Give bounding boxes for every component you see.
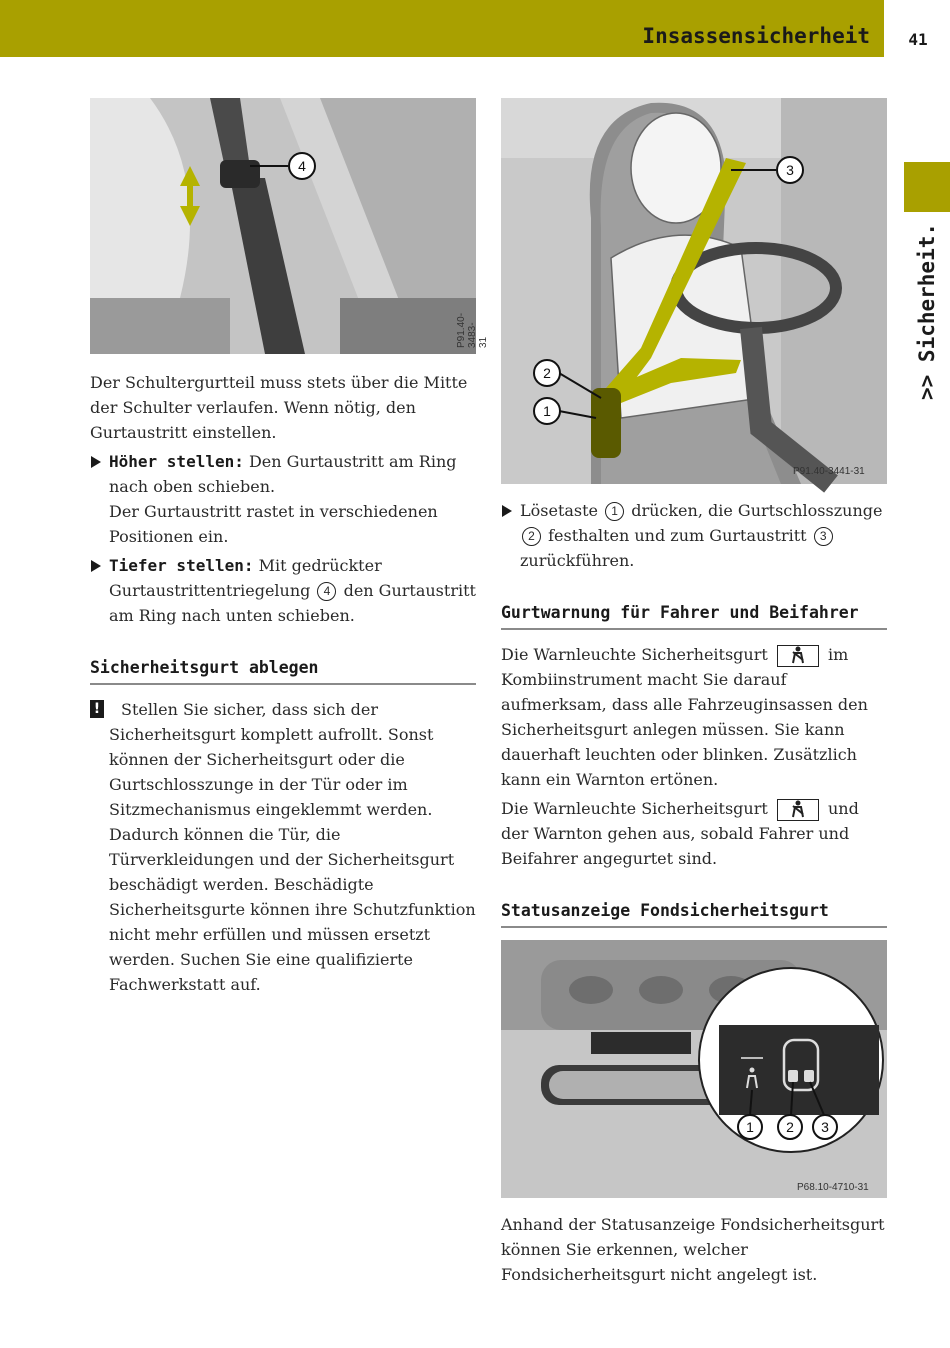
callout-2: 2: [786, 1119, 794, 1135]
callout-2: 2: [543, 365, 551, 381]
warning-icon: !: [90, 700, 104, 718]
callout-1: 1: [543, 403, 551, 419]
step-lower-label: Tiefer stellen:: [109, 556, 254, 575]
section-heading-unbuckle: Sicherheitsgurt ablegen: [90, 658, 476, 685]
bullet-triangle-icon: [91, 456, 101, 468]
seat-belt-illustration: [501, 98, 887, 484]
left-column: [90, 98, 489, 997]
callout-3: 3: [786, 162, 794, 178]
callout-4: 4: [298, 158, 306, 174]
section-tab: [904, 162, 950, 212]
step-raise-note: Der Gurtaustritt rastet in verschiedenen Positionen ein.: [109, 502, 438, 546]
seatbelt-warning-icon: [777, 799, 819, 821]
figure-code: P68.10-4710-31: [797, 1182, 869, 1193]
section-tab-label: >> Sicherheit.: [915, 222, 939, 400]
figure-code: P91.40-3483-31: [456, 312, 489, 348]
step-release-text-a: Lösetaste: [520, 501, 604, 520]
warning-note: [90, 697, 476, 997]
step-release-text-b: drücken, die Gurtschlosszunge: [626, 501, 883, 520]
step-release: [501, 498, 887, 573]
page-title: Insassensicherheit: [642, 24, 870, 48]
bullet-triangle-icon: [91, 560, 101, 572]
figure-code: P91.40-3441-31: [793, 466, 865, 477]
belt-warning-paragraph-1: [501, 642, 887, 792]
step-raise-label: Höher stellen:: [109, 452, 244, 471]
callout-ref-3: 3: [814, 527, 833, 546]
warning-text: Stellen Sie sicher, dass sich der Sicherheitsgurt komplett aufrollt. Sonst können der Sicherheitsgurt oder die Gurtschlosszunge in der Tür oder im Sitzmechanismus eingeklemmt werden. Dadurch können die Tür, die Türverkleidungen und der Sicherheitsgurt beschädigt werden. Beschädigte Sicherheitsgurte können ihre Schutzfunktion nicht mehr erfüllen und müssen ersetzt werden. Suchen Sie eine qualifizierte Fachwerkstatt auf.: [109, 700, 476, 994]
callout-3: 3: [821, 1119, 829, 1135]
seatbelt-warning-icon: [777, 645, 819, 667]
section-heading-belt-warning: Gurtwarnung für Fahrer und Beifahrer: [501, 603, 887, 630]
callout-ref-2: 2: [522, 527, 541, 546]
step-lower-text-a: Mit gedrückter Gurtaustrittentriegelung: [109, 556, 382, 600]
callout-ref-4: 4: [317, 582, 336, 601]
belt-height-illustration: [90, 98, 476, 354]
intro-paragraph: Der Schultergurtteil muss stets über die Mitte der Schulter verlaufen. Wenn nötig, den Gurtaustritt einstellen.: [90, 373, 468, 442]
step-release-text-c: festhalten und zum Gurtaustritt: [543, 526, 812, 545]
bullet-triangle-icon: [502, 505, 512, 517]
section-heading-rear-status: Statusanzeige Fondsicherheitsgurt: [501, 901, 887, 928]
belt-warning-paragraph-2: [501, 796, 887, 871]
buckle-figure: [501, 98, 887, 484]
callout-1: 1: [746, 1119, 754, 1135]
right-column: [501, 98, 887, 1287]
para1-text-b: im Kombiinstrument macht Sie darauf aufmerksam, dass alle Fahrzeuginsassen den Sicherheitsgurt anlegen müssen. Sie kann dauerhaft leuchten oder blinken. Zusätzlich kann ein Warnton ertönen.: [501, 645, 868, 789]
callout-ref-1: 1: [605, 502, 624, 521]
step-lower-text-b: den Gurtaustritt am Ring nach unten schieben.: [109, 581, 476, 625]
page-number: 41: [908, 30, 928, 49]
header-separator: [884, 0, 887, 57]
para1-text-a: Die Warnleuchte Sicherheitsgurt: [501, 645, 773, 664]
para2-text-b: und der Warnton gehen aus, sobald Fahrer und Beifahrer angegurtet sind.: [501, 799, 859, 868]
rear-status-figure: [501, 940, 887, 1198]
belt-height-figure: [90, 98, 489, 354]
para2-text-a: Die Warnleuchte Sicherheitsgurt: [501, 799, 773, 818]
step-release-text-d: zurückführen.: [520, 551, 635, 570]
step-raise: [90, 449, 476, 549]
step-raise-text: Den Gurtaustritt am Ring nach oben schieben.: [109, 452, 457, 496]
rear-status-illustration: [501, 940, 887, 1198]
rear-status-paragraph: Anhand der Statusanzeige Fondsicherheitsgurt können Sie erkennen, welcher Fondsicherheitsgurt nicht angelegt ist.: [501, 1215, 885, 1284]
step-lower: [90, 553, 476, 628]
